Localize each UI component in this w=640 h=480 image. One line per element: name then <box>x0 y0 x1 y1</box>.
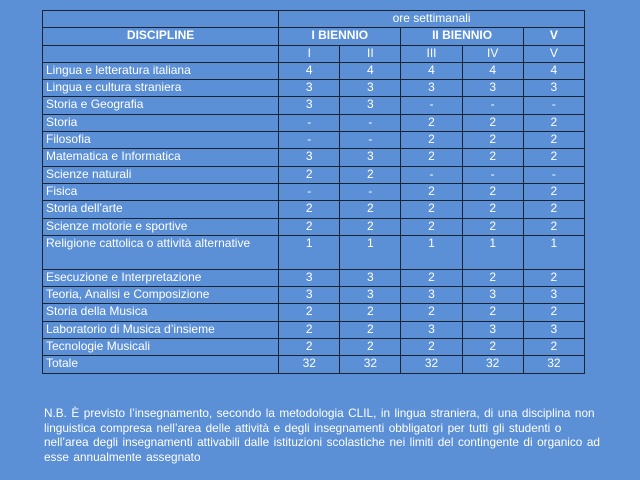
hours-cell: 3 <box>401 321 462 338</box>
table-row <box>43 132 585 149</box>
hours-cell: 3 <box>340 80 401 97</box>
hours-cell: 2 <box>462 149 523 166</box>
hours-cell: 2 <box>462 132 523 149</box>
hours-cell: 1 <box>523 235 584 269</box>
hours-cell: 3 <box>279 97 340 114</box>
hours-cell: 2 <box>401 201 462 218</box>
hours-cell: 4 <box>401 62 462 79</box>
hours-cell: 2 <box>401 339 462 356</box>
empty-years-cell <box>43 45 279 62</box>
table-row <box>43 97 585 114</box>
hours-cell: 3 <box>340 287 401 304</box>
hours-cell: 2 <box>523 339 584 356</box>
hours-cell: 3 <box>340 149 401 166</box>
table-row <box>43 149 585 166</box>
discipline-name: Scienze naturali <box>43 166 279 183</box>
table-row <box>43 269 585 286</box>
year-header: I <box>279 45 340 62</box>
discipline-name: Religione cattolica o attività alternative <box>43 235 279 269</box>
hours-cell: 2 <box>340 218 401 235</box>
hours-cell: 32 <box>523 356 584 373</box>
hours-cell: 3 <box>523 287 584 304</box>
hours-cell: 2 <box>279 321 340 338</box>
hours-cell: - <box>340 132 401 149</box>
table-row <box>43 356 585 373</box>
hours-cell: 3 <box>462 287 523 304</box>
hours-cell: - <box>279 132 340 149</box>
hours-cell: 2 <box>401 149 462 166</box>
discipline-name: Storia e Geografia <box>43 97 279 114</box>
disciplines-header: DISCIPLINE <box>43 28 279 45</box>
hours-cell: 32 <box>279 356 340 373</box>
hours-cell: 2 <box>340 339 401 356</box>
hours-cell: 3 <box>523 321 584 338</box>
hours-cell: 2 <box>279 304 340 321</box>
table-row <box>43 201 585 218</box>
discipline-name: Lingua e cultura straniera <box>43 80 279 97</box>
table-row <box>43 304 585 321</box>
hours-cell: 2 <box>523 183 584 200</box>
hours-cell: - <box>401 166 462 183</box>
hours-cell: 2 <box>462 269 523 286</box>
hours-cell: 3 <box>401 287 462 304</box>
group-header-row <box>43 28 585 45</box>
hours-cell: 2 <box>462 114 523 131</box>
hours-cell: 2 <box>523 269 584 286</box>
table-row <box>43 321 585 338</box>
year-header: IV <box>462 45 523 62</box>
discipline-name: Totale <box>43 356 279 373</box>
hours-cell: 2 <box>279 339 340 356</box>
hours-cell: - <box>401 97 462 114</box>
hours-cell: 4 <box>462 62 523 79</box>
hours-cell: - <box>523 97 584 114</box>
hours-cell: 4 <box>340 62 401 79</box>
hours-cell: 1 <box>340 235 401 269</box>
hours-cell: 2 <box>462 201 523 218</box>
hours-cell: 2 <box>523 149 584 166</box>
hours-cell: - <box>279 183 340 200</box>
hours-cell: 32 <box>340 356 401 373</box>
footnote: N.B. È previsto l’insegnamento, secondo la metodologia CLIL, in lingua straniera, di una disciplina non linguistica compresa nell’area delle attività e degli insegnamenti obbligatori per tutti gli studenti o nell’area degli insegnamenti attivabili dalle istituzioni scolastiche nei limiti del contingente di organico ad esse annualmente assegnato <box>44 406 600 464</box>
hours-cell: 32 <box>462 356 523 373</box>
first-biennium-header: I BIENNIO <box>279 28 401 45</box>
table-row <box>43 339 585 356</box>
table-row <box>43 235 585 269</box>
hours-cell: 3 <box>279 149 340 166</box>
table-row <box>43 218 585 235</box>
hours-cell: 2 <box>340 166 401 183</box>
hours-cell: 2 <box>401 183 462 200</box>
table-row <box>43 114 585 131</box>
super-header-row <box>43 11 585 28</box>
discipline-name: Teoria, Analisi e Composizione <box>43 287 279 304</box>
hours-cell: 2 <box>340 201 401 218</box>
hours-cell: - <box>462 166 523 183</box>
hours-cell: 2 <box>462 304 523 321</box>
discipline-name: Tecnologie Musicali <box>43 339 279 356</box>
hours-cell: 1 <box>462 235 523 269</box>
hours-cell: - <box>279 114 340 131</box>
discipline-name: Laboratorio di Musica d’insieme <box>43 321 279 338</box>
hours-cell: 3 <box>523 80 584 97</box>
discipline-name: Storia <box>43 114 279 131</box>
discipline-name: Filosofia <box>43 132 279 149</box>
hours-cell: 1 <box>279 235 340 269</box>
hours-cell: 2 <box>523 218 584 235</box>
hours-cell: 4 <box>279 62 340 79</box>
hours-cell: 3 <box>340 97 401 114</box>
hours-cell: 2 <box>401 114 462 131</box>
hours-cell: 2 <box>279 201 340 218</box>
hours-cell: 3 <box>279 80 340 97</box>
discipline-name: Esecuzione e Interpretazione <box>43 269 279 286</box>
hours-cell: 1 <box>401 235 462 269</box>
table-row <box>43 183 585 200</box>
hours-cell: 32 <box>401 356 462 373</box>
years-header-row <box>43 45 585 62</box>
hours-cell: 2 <box>462 183 523 200</box>
hours-cell: 3 <box>462 321 523 338</box>
second-biennium-header: II BIENNIO <box>401 28 523 45</box>
hours-cell: - <box>462 97 523 114</box>
hours-cell: 2 <box>279 166 340 183</box>
hours-cell: 2 <box>401 218 462 235</box>
curriculum-table <box>42 10 585 374</box>
hours-cell: 3 <box>279 287 340 304</box>
hours-cell: 2 <box>462 218 523 235</box>
discipline-name: Lingua e letteratura italiana <box>43 62 279 79</box>
hours-cell: 3 <box>340 269 401 286</box>
empty-corner-cell <box>43 11 279 28</box>
hours-cell: - <box>523 166 584 183</box>
hours-cell: 2 <box>462 339 523 356</box>
table-row <box>43 287 585 304</box>
hours-cell: 4 <box>523 62 584 79</box>
hours-cell: 2 <box>523 132 584 149</box>
discipline-name: Storia dell’arte <box>43 201 279 218</box>
hours-cell: 3 <box>279 269 340 286</box>
year-header: V <box>523 45 584 62</box>
table-row <box>43 80 585 97</box>
discipline-name: Matematica e Informatica <box>43 149 279 166</box>
discipline-name: Fisica <box>43 183 279 200</box>
hours-cell: 2 <box>401 132 462 149</box>
hours-cell: - <box>340 114 401 131</box>
hours-cell: 2 <box>279 218 340 235</box>
year-header: II <box>340 45 401 62</box>
table-row <box>43 166 585 183</box>
discipline-name: Storia della Musica <box>43 304 279 321</box>
hours-cell: 2 <box>401 269 462 286</box>
hours-cell: 2 <box>523 304 584 321</box>
weekly-hours-header: ore settimanali <box>279 11 585 28</box>
fifth-year-header: V <box>523 28 584 45</box>
discipline-name: Scienze motorie e sportive <box>43 218 279 235</box>
hours-cell: 2 <box>401 304 462 321</box>
hours-cell: 3 <box>462 80 523 97</box>
hours-cell: 2 <box>340 321 401 338</box>
hours-cell: 2 <box>340 304 401 321</box>
hours-cell: 2 <box>523 114 584 131</box>
hours-cell: 2 <box>523 201 584 218</box>
hours-cell: - <box>340 183 401 200</box>
year-header: III <box>401 45 462 62</box>
table-row <box>43 62 585 79</box>
hours-cell: 3 <box>401 80 462 97</box>
